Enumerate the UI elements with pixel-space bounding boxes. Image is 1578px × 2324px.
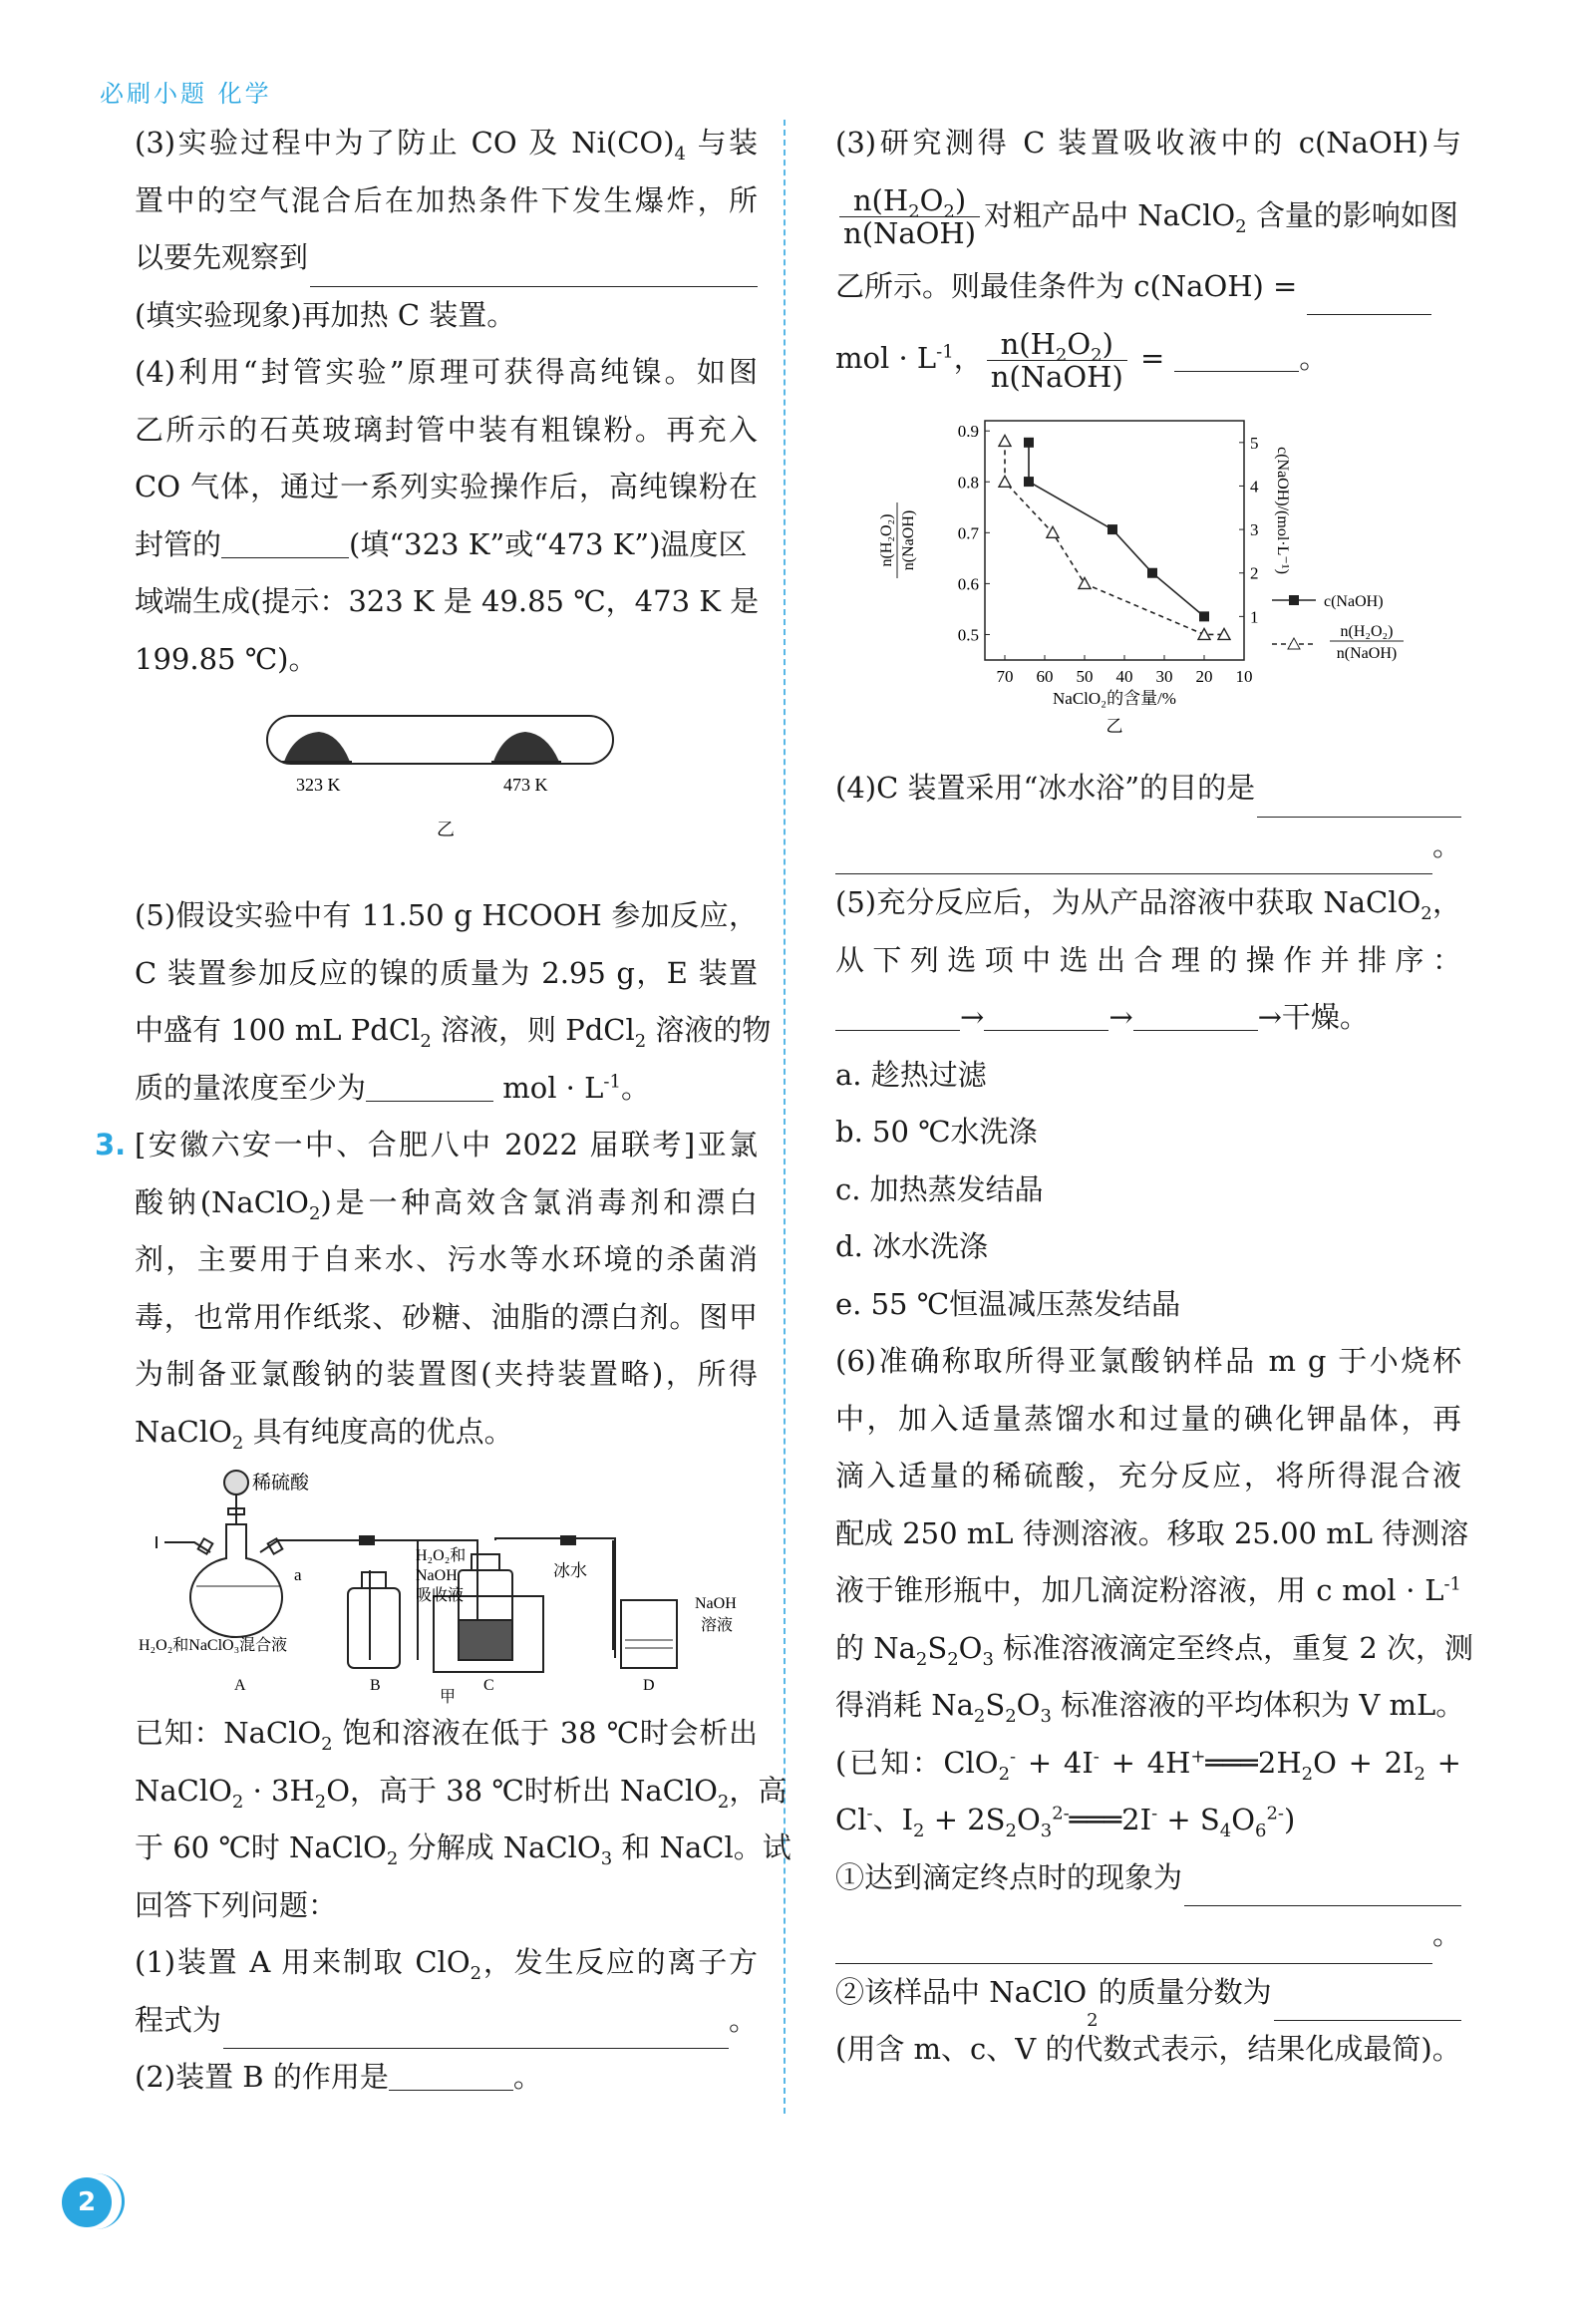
label-a-flask: A xyxy=(234,1677,246,1694)
answer-blank[interactable] xyxy=(1184,1867,1461,1906)
x-axis-label: NaClO₂的含量/% xyxy=(1053,689,1176,708)
legend-label-ratio-num: n(H₂O₂) xyxy=(1340,623,1394,640)
y-right-axis-label: c(NaOH)/(mol·L⁻¹) xyxy=(1274,447,1291,574)
legend-marker-square xyxy=(1289,595,1299,605)
option-a: a. 趁热过滤 xyxy=(835,1057,987,1092)
q3-intro-line6: NaClO$_2$ 具有纯度高的优点。 xyxy=(135,1414,513,1454)
y-right-tick-label: 3 xyxy=(1250,520,1259,540)
data-point-triangle xyxy=(1079,577,1091,588)
legend-marker-triangle xyxy=(1288,638,1300,649)
q2-4-line4: 封管的 (填“323 K”或“473 K”)温度区 xyxy=(135,526,748,561)
answer-blank[interactable] xyxy=(835,1925,1432,1964)
q3-3-line3: 乙所示。则最佳条件为 c(NaOH) = xyxy=(835,258,1461,316)
data-point-square xyxy=(1147,568,1157,578)
q3-3-line4: mol · $L^{-1}$， $\frac{n(H_2O_2)}{\text{n(NaOH)}}$ = 。 xyxy=(835,326,1329,394)
option-e: e. 55 ℃恒温减压蒸发结晶 xyxy=(835,1286,1181,1321)
q3-1-line2: 程式为 。 xyxy=(135,1992,758,2050)
data-point-square xyxy=(1024,477,1034,487)
label-naoh-2: 溶液 xyxy=(701,1617,734,1634)
chart-caption: 乙 xyxy=(1105,717,1123,736)
answer-blank[interactable] xyxy=(366,1071,493,1102)
answer-blank[interactable] xyxy=(221,527,349,558)
plot-frame xyxy=(985,421,1244,660)
answer-blank[interactable] xyxy=(835,1000,960,1031)
q3-intro-line1: 3. [安徽六安一中、合肥八中 2022 届联考]亚氯 xyxy=(135,1117,758,1174)
y-right-tick-label: 1 xyxy=(1250,607,1259,627)
q3-5-line2: 从下列选项中选出合理的操作并排序： xyxy=(835,942,1461,977)
q2-3-line2: 置中的空气混合后在加热条件下发生爆炸，所 xyxy=(135,182,758,217)
q3-intro-line3: 剂，主要用于自来水、污水等水环境的杀菌消 xyxy=(135,1242,758,1276)
q3-intro-line4: 毒，也常用作纸浆、砂糖、油脂的漂白剂。图甲 xyxy=(135,1299,758,1334)
page-number: 2 xyxy=(62,2177,112,2227)
naclo2-chart xyxy=(835,401,1461,760)
q2-3-line4: (填实验现象)再加热 C 装置。 xyxy=(135,297,516,332)
ratio-fraction: $\frac{n(H_2O_2)}{\text{n(NaOH)}}$ xyxy=(839,184,980,249)
data-point-triangle xyxy=(999,435,1011,446)
option-c: c. 加热蒸发结晶 xyxy=(835,1171,1044,1206)
q2-4-line5: 域端生成(提示：323 K 是 49.85 ℃，473 K 是 xyxy=(135,584,760,618)
q3-6-line7: 得消耗 $Na_2S_2O_3$ 标准溶液的平均体积为 V mL。 xyxy=(835,1688,1465,1727)
known-line2: NaClO$_2$ · $3H_2O$，高于 38 ℃时析出 NaClO$_2$，高 xyxy=(135,1773,788,1813)
q2-5-line3: 中盛有 100 mL PdCl$_2$ 溶液，则 PdCl$_2$ 溶液的物 xyxy=(135,1013,772,1052)
ratio-fraction: $\frac{n(H_2O_2)}{\text{n(NaOH)}}$ xyxy=(987,328,1127,393)
y-left-axis-label xyxy=(878,502,917,578)
label-b: B xyxy=(370,1677,381,1694)
apparatus-diagram xyxy=(135,1461,758,1705)
y-left-tick-label: 0.6 xyxy=(957,574,979,594)
q3-6-line2: 中，加入适量蒸馏水和过量的碘化钾晶体，再 xyxy=(835,1401,1461,1436)
sub1-line1: ①达到滴定终点时的现象为 xyxy=(835,1849,1461,1907)
data-point-square xyxy=(1199,611,1209,621)
data-point-triangle xyxy=(1047,526,1059,537)
data-point-triangle xyxy=(1198,628,1210,639)
fig-caption: 乙 xyxy=(437,820,455,839)
q3-6-line3: 滴入适量的稀硫酸，充分反应，将所得混合液 xyxy=(835,1459,1461,1493)
x-tick-label: 50 xyxy=(1076,667,1094,686)
q2-4-line3: CO 气体，通过一系列实验操作后，高纯镍粉在 xyxy=(135,470,758,503)
y-right-tick-label: 2 xyxy=(1250,563,1259,583)
sealed-tube-diagram xyxy=(135,688,758,887)
y-left-tick-label: 0.9 xyxy=(957,422,979,442)
known2-line1: (已知：$ClO_2^- + 4I^- + 4H^+═══2H_2O + 2I_2$ + xyxy=(835,1745,1461,1785)
q3-intro-line2: 酸钠(NaClO$_2$)是一种高效含氯消毒剂和漂白 xyxy=(135,1184,758,1224)
y-right-tick-label: 4 xyxy=(1250,477,1259,497)
x-tick-label: 60 xyxy=(1036,667,1054,686)
sub1-line2: 。 xyxy=(835,1906,1461,1964)
known2-line2: Cl-、$I_2$ + $2S_2O_3^{2-}═══2I^- + S_4O_6^{2-}$) xyxy=(835,1803,1296,1841)
q3-6-line6: 的 $Na_2S_2O_3$ 标准溶液滴定至终点，重复 2 次，测 xyxy=(835,1630,1474,1670)
x-tick-label: 70 xyxy=(996,667,1014,686)
x-tick-label: 20 xyxy=(1195,667,1213,686)
answer-blank[interactable] xyxy=(1274,1982,1461,2021)
answer-blank[interactable] xyxy=(835,835,1432,874)
q2-3-line1: (3)实验过程中为了防止 CO 及 $Ni(CO)_4$ 与装 xyxy=(135,126,758,165)
q3-5-line3: → → →干燥。 xyxy=(835,989,1461,1047)
apparatus-figure xyxy=(135,1461,758,1705)
q2-5-line1: (5)假设实验中有 11.50 g HCOOH 参加反应， xyxy=(135,898,758,932)
q2-4-line2: 乙所示的石英玻璃封管中装有粗镍粉。再充入 xyxy=(135,412,758,447)
q3-5-line1: (5)充分反应后，为从产品溶液中获取 NaClO$_2$， xyxy=(835,885,1461,924)
q3-4-line2: 。 xyxy=(835,818,1461,875)
answer-blank[interactable] xyxy=(984,1000,1108,1031)
x-tick-label: 30 xyxy=(1155,667,1173,686)
legend-label-ratio-den: n(NaOH) xyxy=(1336,645,1398,662)
answer-blank[interactable] xyxy=(310,248,758,287)
option-d: d. 冰水洗涤 xyxy=(835,1229,989,1263)
label-naoh-1: NaOH xyxy=(695,1595,737,1612)
x-tick-label: 40 xyxy=(1115,667,1133,686)
q3-4-line1: (4)C 装置采用“冰水浴”的目的是 xyxy=(835,760,1461,818)
data-point-square xyxy=(1024,438,1034,448)
answer-blank[interactable] xyxy=(1133,1000,1258,1031)
right-column xyxy=(835,115,1474,2079)
y-right-tick-label: 5 xyxy=(1250,433,1259,453)
known-line4: 回答下列问题： xyxy=(135,1887,338,1922)
label-mix-a: H₂O₂和NaClO₃混合液 xyxy=(139,1637,288,1654)
q2-4-line6: 199.85 ℃)。 xyxy=(135,641,318,676)
label-ice-water: 冰水 xyxy=(553,1561,587,1580)
known-line3: 于 60 ℃时 NaClO$_2$ 分解成 NaClO$_3$ 和 NaCl。试 xyxy=(135,1830,791,1869)
label-323k: 323 K xyxy=(296,775,341,795)
chart-figure xyxy=(835,401,1461,760)
label-absorb-2: NaOH xyxy=(416,1567,458,1584)
q2-5-line4: 质的量浓度至少为 mol · $L^{-1}$。 xyxy=(135,1070,650,1105)
legend-label-naoh: c(NaOH) xyxy=(1324,593,1384,610)
known-line1: 已知：NaClO$_2$ 饱和溶液在低于 38 ℃时会析出 xyxy=(135,1716,759,1755)
y-left-tick-label: 0.5 xyxy=(957,625,979,645)
label-absorb-1: H₂O₂和 xyxy=(416,1547,467,1564)
answer-blank[interactable] xyxy=(389,2060,513,2091)
question-number: 3. xyxy=(95,1128,127,1162)
label-absorb-3: 吸收液 xyxy=(416,1587,465,1604)
q2-5-line2: C 装置参加反应的镍的质量为 2.95 g，E 装置 xyxy=(135,955,758,990)
x-tick-label: 10 xyxy=(1235,667,1253,686)
sub2-line1: ②该样品中 NaClO 2 的质量分数为 xyxy=(835,1964,1461,2022)
sub2-line2: (用含 m、c、V 的代数式表示，结果化成最简)。 xyxy=(835,2032,1461,2066)
column-divider xyxy=(784,120,786,2114)
q3-2-line: (2)装置 B 的作用是 。 xyxy=(135,2060,542,2094)
label-c: C xyxy=(483,1677,494,1694)
q3-intro-line5: 为制备亚氯酸钠的装置图(夹持装置略)，所得 xyxy=(135,1357,758,1391)
label-dilute-acid: 稀硫酸 xyxy=(252,1473,310,1494)
q3-3-line2: $\frac{n(H_2O_2)}{\text{n(NaOH)}}$ 对粗产品中 NaClO$_2$ 含量的影响如图 xyxy=(835,172,1461,258)
left-column xyxy=(95,115,791,2107)
q2-4-line1: (4)利用“封管实验”原理可获得高纯镍。如图 xyxy=(135,355,758,389)
label-a: a xyxy=(294,1565,302,1584)
answer-blank[interactable] xyxy=(1174,341,1299,372)
y-left-label-den: n(NaOH) xyxy=(900,509,917,571)
y-left-tick-label: 0.7 xyxy=(957,523,979,543)
label-d: D xyxy=(643,1677,655,1694)
page-header-title: 必刷小题 化学 xyxy=(100,80,272,108)
y-left-tick-label: 0.8 xyxy=(957,473,979,493)
answer-blank[interactable] xyxy=(1307,276,1431,315)
y-left-label-num: n(H₂O₂) xyxy=(878,513,895,567)
q3-3-line1: (3)研究测得 C 装置吸收液中的 c(NaOH)与 xyxy=(835,126,1461,160)
label-473k: 473 K xyxy=(503,775,548,795)
sealed-tube-figure xyxy=(135,688,758,887)
fig-caption: 甲 xyxy=(440,1689,457,1705)
q3-6-line1: (6)准确称取所得亚氯酸钠样品 m g 于小烧杯 xyxy=(835,1344,1461,1378)
option-b: b. 50 ℃水洗涤 xyxy=(835,1115,1038,1149)
q2-3-line3: 以要先观察到 xyxy=(135,229,758,287)
data-point-triangle xyxy=(999,476,1011,487)
data-point-square xyxy=(1107,524,1117,534)
q3-6-line4: 配成 250 mL 待测溶液。移取 25.00 mL 待测溶 xyxy=(835,1515,1469,1550)
answer-blank[interactable] xyxy=(223,2010,729,2049)
q3-1-line1: (1)装置 A 用来制取 ClO$_2$，发生反应的离子方 xyxy=(135,1945,758,1984)
answer-blank[interactable] xyxy=(1257,779,1461,818)
q3-6-line5: 液于锥形瓶中，加几滴淀粉溶液，用 c mol · $L^{-1}$ xyxy=(835,1573,1461,1607)
